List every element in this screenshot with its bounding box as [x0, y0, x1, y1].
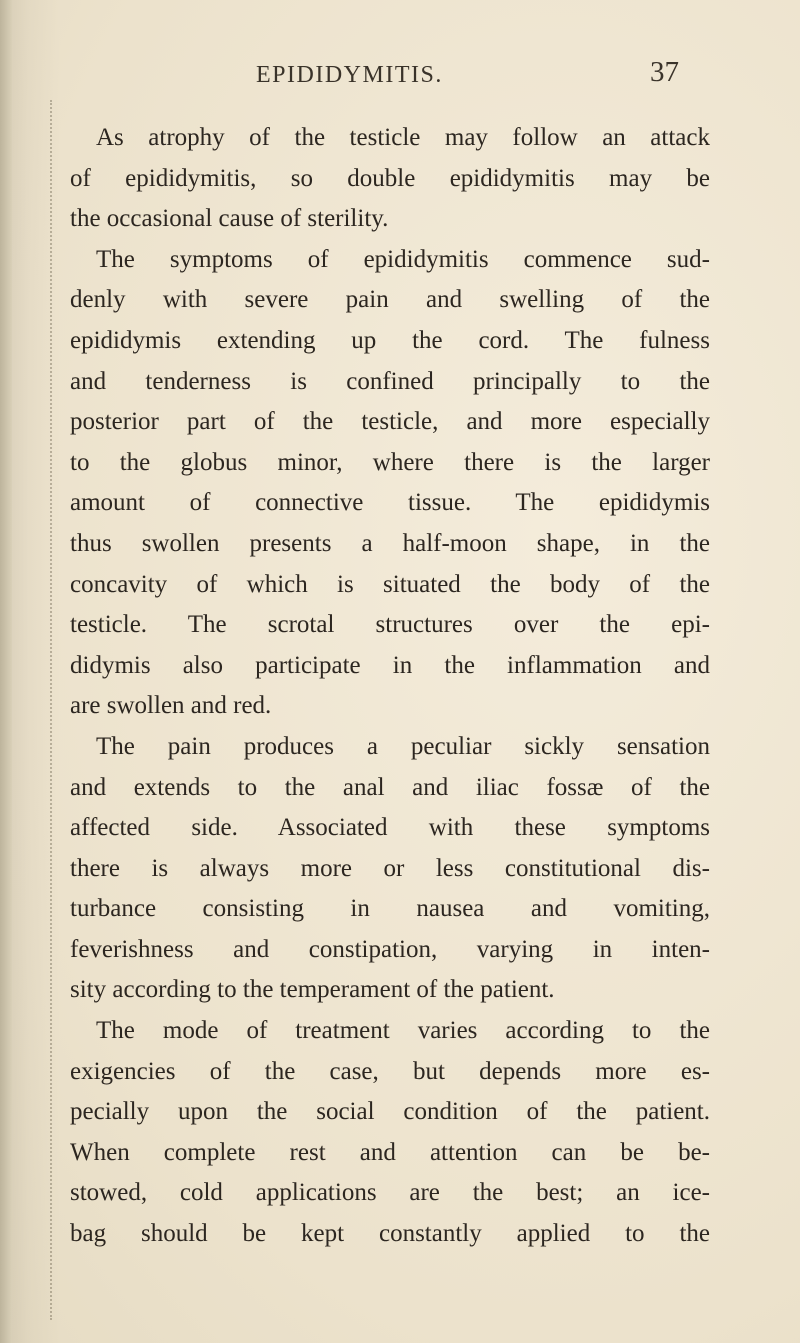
text-line: bag should be kept constantly applied to the — [70, 1220, 710, 1248]
body-text — [70, 118, 710, 1255]
text-line: exigencies of the case, but depends more es- — [70, 1057, 710, 1085]
text-line: The pain produces a peculiar sickly sensation — [96, 732, 710, 760]
text-line: The symptoms of epididymitis commence sud- — [96, 245, 710, 273]
page-binding-edge — [0, 0, 12, 1343]
text-line: amount of connective tissue. The epididymis — [70, 489, 710, 517]
text-line: sity according to the temperament of the patient. — [70, 976, 555, 1004]
text-line: thus swollen presents a half-moon shape, in the — [70, 529, 710, 557]
running-title: EPIDIDYMITIS. — [256, 62, 443, 88]
page-number: 37 — [650, 56, 679, 88]
text-line: are swollen and red. — [70, 692, 272, 720]
text-line: affected side. Associated with these symptoms — [70, 814, 710, 842]
text-line: As atrophy of the testicle may follow an attack — [96, 124, 710, 151]
text-line: stowed, cold applications are the best; an ice- — [70, 1179, 710, 1207]
text-line: posterior part of the testicle, and more especially — [70, 408, 710, 436]
text-line: concavity of which is situated the body of the — [70, 570, 710, 598]
text-line: When complete rest and attention can be be- — [70, 1138, 710, 1166]
text-line: the occasional cause of sterility. — [70, 205, 389, 233]
text-line: and extends to the anal and iliac fossæ of the — [70, 773, 710, 801]
text-line: of epididymitis, so double epididymitis may be — [70, 164, 710, 192]
text-line: feverishness and constipation, varying in inten- — [70, 935, 710, 963]
text-line: epididymis extending up the cord. The fulness — [70, 326, 710, 354]
text-line: testicle. The scrotal structures over the epi- — [70, 611, 710, 639]
margin-marks — [50, 100, 62, 1320]
text-line: there is always more or less constitutional dis- — [70, 854, 710, 882]
text-line: The mode of treatment varies according to the — [96, 1017, 710, 1045]
text-line: denly with severe pain and swelling of the — [70, 286, 710, 314]
text-line: pecially upon the social condition of the patient. — [70, 1098, 710, 1126]
text-line: turbance consisting in nausea and vomiting, — [70, 895, 710, 923]
text-line: and tenderness is confined principally to the — [70, 367, 710, 395]
text-line: to the globus minor, where there is the larger — [70, 448, 710, 476]
text-line: didymis also participate in the inflammation and — [70, 651, 710, 679]
